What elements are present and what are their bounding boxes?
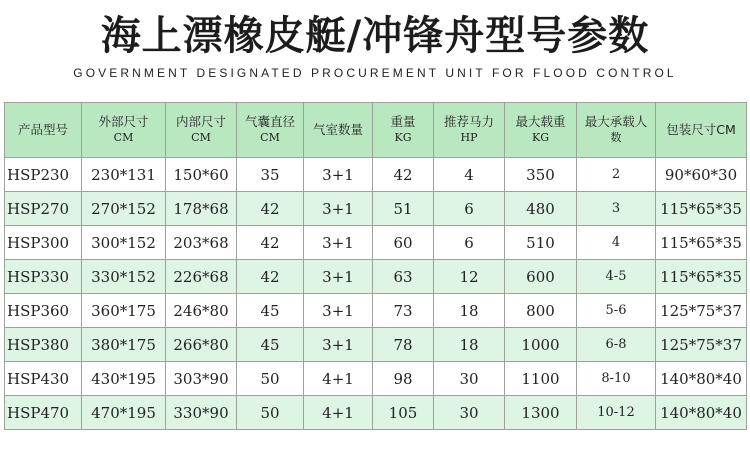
table-cell: 246*80 xyxy=(166,294,237,328)
table-cell: 125*75*37 xyxy=(656,328,747,362)
table-cell: 303*90 xyxy=(166,362,237,396)
column-header xyxy=(577,103,656,158)
table-cell: 3+1 xyxy=(304,294,373,328)
table-cell: 6-8 xyxy=(577,328,656,362)
table-row xyxy=(5,396,747,430)
table-row xyxy=(5,260,747,294)
column-header-label: 气室数量 xyxy=(312,122,363,137)
table-cell: 4+1 xyxy=(304,396,373,430)
column-header-unit: HP xyxy=(460,131,478,144)
table-row xyxy=(5,362,747,396)
table-cell: 5-6 xyxy=(577,294,656,328)
column-header xyxy=(373,103,434,158)
table-cell: 125*75*37 xyxy=(656,294,747,328)
table-cell: 42 xyxy=(237,226,304,260)
table-cell: 115*65*35 xyxy=(656,192,747,226)
table-row xyxy=(5,192,747,226)
table-cell: 3+1 xyxy=(304,192,373,226)
table-cell: 380*175 xyxy=(82,328,166,362)
table-cell: 430*195 xyxy=(82,362,166,396)
table-cell: HSP380 xyxy=(5,328,82,362)
table-cell: 35 xyxy=(237,158,304,192)
column-header-label: 重量 xyxy=(390,114,416,129)
table-cell: 300*152 xyxy=(82,226,166,260)
table-cell: 115*65*35 xyxy=(656,260,747,294)
table-cell: 45 xyxy=(237,328,304,362)
table-cell: 30 xyxy=(434,362,505,396)
table-cell: 140*80*40 xyxy=(656,396,747,430)
table-cell: 42 xyxy=(237,192,304,226)
table-cell: 1000 xyxy=(505,328,577,362)
spec-table xyxy=(4,102,747,430)
table-cell: 150*60 xyxy=(166,158,237,192)
table-cell: 60 xyxy=(373,226,434,260)
table-cell: 3+1 xyxy=(304,158,373,192)
column-header-unit: KG xyxy=(394,131,412,144)
table-cell: 4 xyxy=(577,226,656,260)
table-cell: 50 xyxy=(237,362,304,396)
table-cell: 6 xyxy=(434,226,505,260)
table-cell: 105 xyxy=(373,396,434,430)
column-header-unit: CM xyxy=(113,131,134,144)
table-row xyxy=(5,158,747,192)
table-cell: 330*152 xyxy=(82,260,166,294)
table-cell: 203*68 xyxy=(166,226,237,260)
column-header xyxy=(166,103,237,158)
column-header xyxy=(656,103,747,158)
table-cell: 98 xyxy=(373,362,434,396)
table-header xyxy=(5,103,747,158)
column-header-label: 最大承载人 xyxy=(584,114,648,129)
table-cell: 12 xyxy=(434,260,505,294)
table-cell: HSP270 xyxy=(5,192,82,226)
table-cell: 330*90 xyxy=(166,396,237,430)
column-header-unit: CM xyxy=(191,131,211,144)
table-cell: 350 xyxy=(505,158,577,192)
table-cell: 3+1 xyxy=(304,226,373,260)
column-header-label: 最大载重 xyxy=(515,114,566,129)
table-cell: 140*80*40 xyxy=(656,362,747,396)
table-body xyxy=(5,158,747,430)
table-cell: HSP360 xyxy=(5,294,82,328)
table-cell: 4+1 xyxy=(304,362,373,396)
column-header-label: 外部尺寸 xyxy=(98,114,149,129)
table-cell: 90*60*30 xyxy=(656,158,747,192)
table-cell: HSP300 xyxy=(5,226,82,260)
column-header-label: 产品型号 xyxy=(17,122,68,137)
column-header xyxy=(505,103,577,158)
table-cell: 18 xyxy=(434,328,505,362)
column-header-label: 气囊直径 xyxy=(244,114,295,129)
table-cell: 510 xyxy=(505,226,577,260)
table-cell: 800 xyxy=(505,294,577,328)
page-title: 海上漂橡皮艇/冲锋舟型号参数 xyxy=(100,13,650,59)
column-header xyxy=(237,103,304,158)
table-cell: 226*68 xyxy=(166,260,237,294)
column-header-label: 包装尺寸CM xyxy=(666,122,736,137)
column-header xyxy=(82,103,166,158)
table-cell: 1100 xyxy=(505,362,577,396)
table-cell: HSP330 xyxy=(5,260,82,294)
table-cell: 2 xyxy=(577,158,656,192)
table-cell: 3+1 xyxy=(304,260,373,294)
table-cell: 45 xyxy=(237,294,304,328)
table-cell: 42 xyxy=(237,260,304,294)
table-row xyxy=(5,226,747,260)
table-cell: 4-5 xyxy=(577,260,656,294)
column-header-label: 内部尺寸 xyxy=(175,114,226,129)
table-cell: 6 xyxy=(434,192,505,226)
table-cell: 8-10 xyxy=(577,362,656,396)
table-cell: HSP470 xyxy=(5,396,82,430)
table-cell: 1300 xyxy=(505,396,577,430)
table-cell: 51 xyxy=(373,192,434,226)
table-cell: 42 xyxy=(373,158,434,192)
table-row xyxy=(5,328,747,362)
table-cell: 3 xyxy=(577,192,656,226)
table-cell: 63 xyxy=(373,260,434,294)
table-cell: 480 xyxy=(505,192,577,226)
table-cell: 360*175 xyxy=(82,294,166,328)
table-cell: 4 xyxy=(434,158,505,192)
table-cell: 78 xyxy=(373,328,434,362)
table-cell: 10-12 xyxy=(577,396,656,430)
column-header-unit: KG xyxy=(531,131,549,144)
table-cell: 600 xyxy=(505,260,577,294)
table-cell: 30 xyxy=(434,396,505,430)
table-cell: 178*68 xyxy=(166,192,237,226)
table-row xyxy=(5,294,747,328)
column-header xyxy=(434,103,505,158)
table-cell: HSP230 xyxy=(5,158,82,192)
column-header-label: 推荐马力 xyxy=(443,114,494,129)
table-cell: 470*195 xyxy=(82,396,166,430)
table-cell: 115*65*35 xyxy=(656,226,747,260)
table-cell: HSP430 xyxy=(5,362,82,396)
column-header xyxy=(304,103,373,158)
table-cell: 266*80 xyxy=(166,328,237,362)
table-cell: 50 xyxy=(237,396,304,430)
table-cell: 18 xyxy=(434,294,505,328)
column-header-unit: CM xyxy=(260,131,280,144)
table-cell: 270*152 xyxy=(82,192,166,226)
column-header xyxy=(5,103,82,158)
page-subtitle: GOVERNMENT DESIGNATED PROCUREMENT UNIT FOR FLOOD CONTROL xyxy=(73,66,677,80)
table-cell: 230*131 xyxy=(82,158,166,192)
table-cell: 3+1 xyxy=(304,328,373,362)
column-header-unit: 数 xyxy=(610,131,622,144)
table-cell: 73 xyxy=(373,294,434,328)
